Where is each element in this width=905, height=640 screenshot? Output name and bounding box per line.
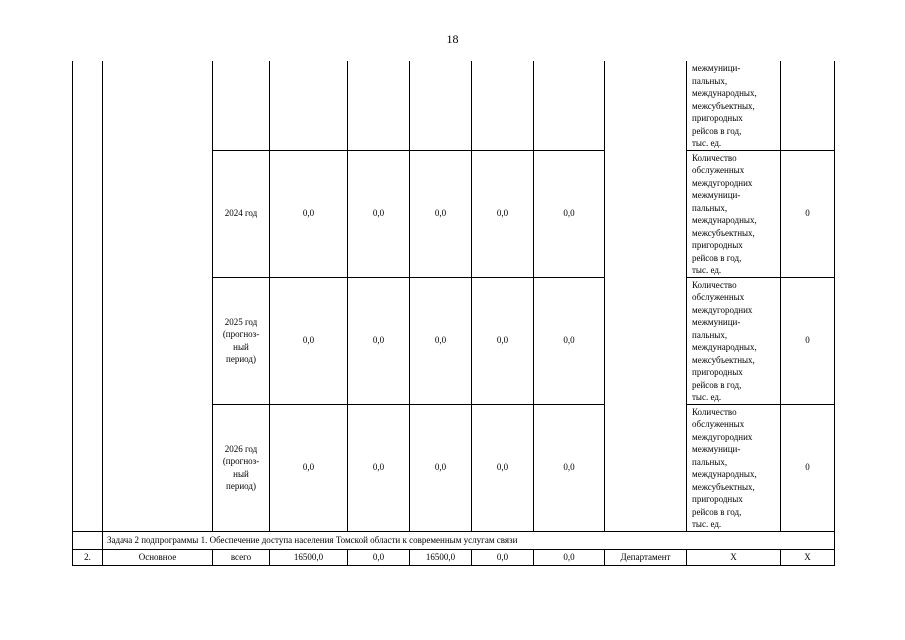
cell-number <box>73 531 103 549</box>
page-number: 18 <box>446 32 459 46</box>
task-heading: Задача 2 подпрограммы 1. Обеспечение доступа населения Томской области к современным услугам связи <box>103 531 835 549</box>
cell-period: всего <box>213 549 270 565</box>
table-row-continued <box>73 61 835 150</box>
cell-indicator-name: межмуници- пальных, международных, межсубъектных, пригородных рейсов в год, тыс. ед. <box>687 61 781 150</box>
cell-value <box>348 61 410 150</box>
cell-value: 0,0 <box>348 404 410 531</box>
cell-number <box>73 61 103 531</box>
cell-value: 16500,0 <box>410 549 472 565</box>
cell-value <box>270 61 348 150</box>
cell-value: 0,0 <box>270 277 348 404</box>
cell-executor: Департамент <box>605 549 687 565</box>
cell-value: 0,0 <box>270 404 348 531</box>
cell-value <box>472 61 534 150</box>
table-row-item <box>73 549 835 565</box>
cell-value: 0,0 <box>534 404 605 531</box>
cell-value: 0,0 <box>348 549 410 565</box>
cell-value <box>410 61 472 150</box>
cell-indicator-value: 0 <box>781 150 835 277</box>
cell-indicator-name: Количество обслуженных междугородних межмуници- пальных, международных, межсубъектных, пригородных рейсов в год, тыс. ед. <box>687 150 781 277</box>
cell-period: 2026 год (прогноз- ный период) <box>213 404 270 531</box>
cell-period: 2025 год (прогноз- ный период) <box>213 277 270 404</box>
cell-indicator-name: Количество обслуженных междугородних межмуници- пальных, международных, межсубъектных, пригородных рейсов в год, тыс. ед. <box>687 277 781 404</box>
cell-indicator-value <box>781 61 835 150</box>
cell-value: 0,0 <box>472 549 534 565</box>
cell-number: 2. <box>73 549 103 565</box>
cell-indicator-name: Количество обслуженных междугородних межмуници- пальных, международных, межсубъектных, пригородных рейсов в год, тыс. ед. <box>687 404 781 531</box>
cell-value: 0,0 <box>472 277 534 404</box>
cell-period: 2024 год <box>213 150 270 277</box>
cell-indicator-value: 0 <box>781 277 835 404</box>
cell-event-name <box>103 61 213 531</box>
subprogram-table <box>72 61 835 566</box>
cell-period <box>213 61 270 150</box>
cell-indicator-value: Х <box>781 549 835 565</box>
cell-value <box>534 61 605 150</box>
cell-value: 0,0 <box>410 277 472 404</box>
cell-event-name: Основное <box>103 549 213 565</box>
cell-value: 0,0 <box>472 404 534 531</box>
cell-value: 0,0 <box>348 277 410 404</box>
cell-value: 0,0 <box>534 150 605 277</box>
cell-value: 0,0 <box>534 549 605 565</box>
cell-indicator-value: 0 <box>781 404 835 531</box>
cell-value: 16500,0 <box>270 549 348 565</box>
cell-value: 0,0 <box>410 150 472 277</box>
cell-value: 0,0 <box>270 150 348 277</box>
cell-indicator-name: Х <box>687 549 781 565</box>
table-row-task <box>73 531 835 549</box>
cell-value: 0,0 <box>534 277 605 404</box>
cell-value: 0,0 <box>472 150 534 277</box>
cell-value: 0,0 <box>410 404 472 531</box>
cell-value: 0,0 <box>348 150 410 277</box>
cell-executor <box>605 61 687 531</box>
